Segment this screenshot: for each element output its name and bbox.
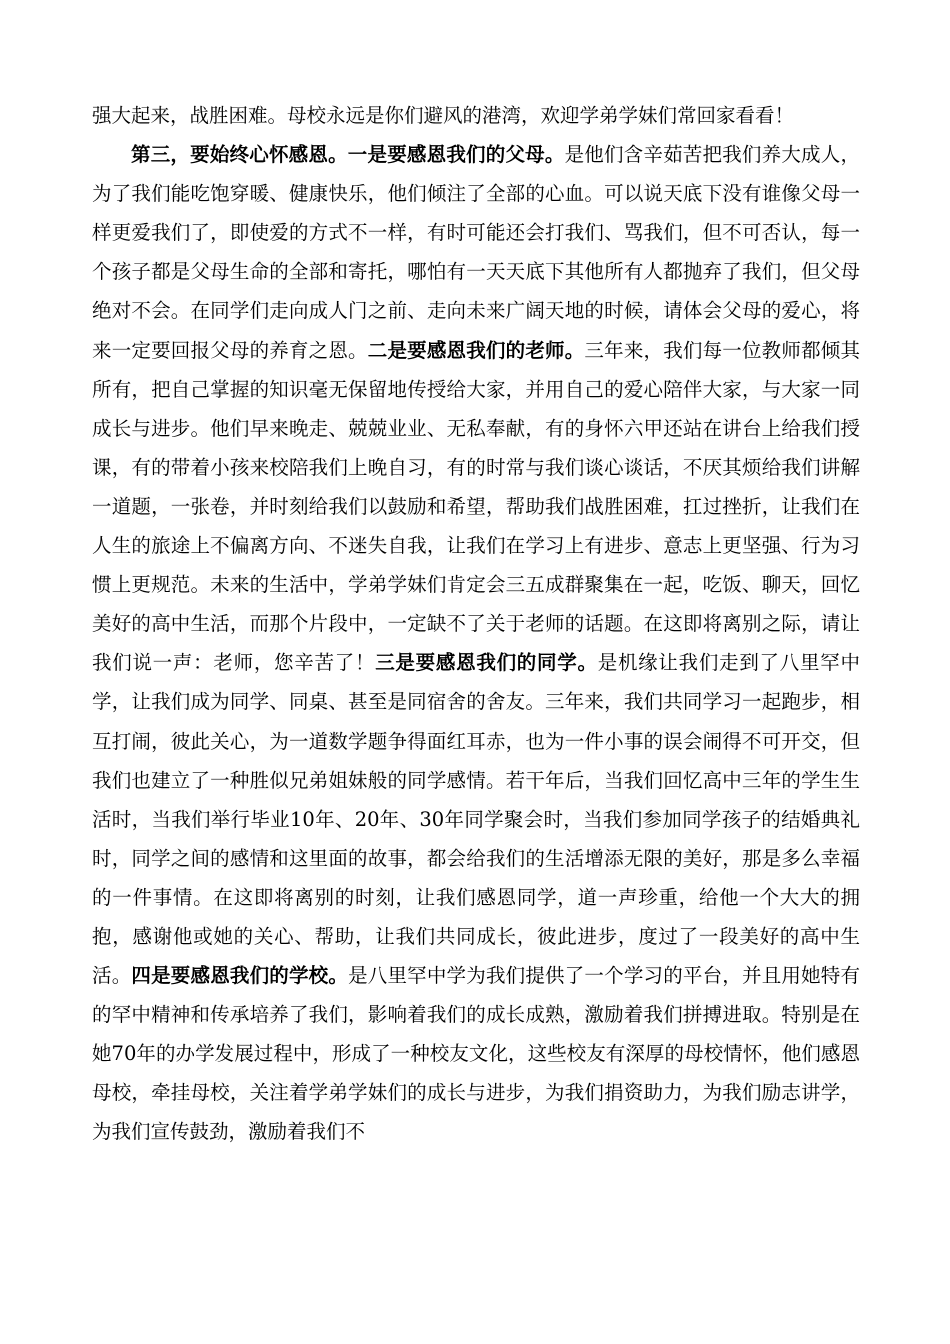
- document-page: [92, 96, 860, 1152]
- section-heading: 第三，要始终心怀感恩。: [131, 143, 348, 167]
- text-segment: 是机缘让我们走到了八里罕中学，让我们成为同学、同桌、甚至是同宿舍的舍友。三年来，我们共同学习一起跑步，相互打闹，彼此关心，为一道数学题争得面红耳赤，也为一件小事的误会闹得不可开交，但我们也建立了一种胜似兄弟姐妹般的同学感情。若干年后，当我们回忆高中三年的学生生活时，当我们举行毕业10年、20年、30年同学聚会时，当我们参加同学孩子的结婚典礼时，同学之间的感情和这里面的故事，都会给我们的生活增添无限的美好，那是多么幸福的一件事情。在这即将离别的时刻，让我们感恩同学，道一声珍重，给他一个大大的拥抱，感谢他或她的关心、帮助，让我们共同成长，彼此进步，度过了一段美好的高中生活。: [92, 651, 860, 988]
- paragraph-continuation: [92, 96, 860, 135]
- text-segment: 是他们含辛茹苦把我们养大成人，为了我们能吃饱穿暖、健康快乐，他们倾注了全部的心血。可以说天底下没有谁像父母一样更爱我们了，即使爱的方式不一样，有时可能还会打我们、骂我们，但不可否认，每一个孩子都是父母生命的全部和寄托，哪怕有一天天底下其他所有人都抛弃了我们，但父母绝对不会。在同学们走向成人门之前、走向未来广阔天地的时候，请体会父母的爱心，将来一定要回报父母的养育之恩。: [92, 143, 860, 362]
- point-heading-school: 四是要感恩我们的学校。: [131, 964, 349, 988]
- text-segment: 强大起来，战胜困难。母校永远是你们避风的港湾，欢迎学弟学妹们常回家看看！: [92, 104, 795, 127]
- paragraph-gratitude: [92, 135, 860, 1151]
- point-heading-classmates: 三是要感恩我们的同学。: [375, 651, 598, 675]
- point-heading-parents: 一是要感恩我们的父母。: [347, 143, 565, 167]
- text-segment: 三年来，我们每一位教师都倾其所有，把自己掌握的知识毫无保留地传授给大家，并用自己的爱心陪伴大家，与大家一同成长与进步。他们早来晚走、兢兢业业、无私奉献，有的身怀六甲还站在讲台上给我们授课，有的带着小孩来校陪我们上晚自习，有的时常与我们谈心谈话，不厌其烦给我们讲解一道题，一张卷，并时刻给我们以鼓励和希望，帮助我们战胜困难，扛过挫折，让我们在人生的旅途上不偏离方向、不迷失自我，让我们在学习上有进步、意志上更坚强、行为习惯上更规范。未来的生活中，学弟学妹们肯定会三五成群聚集在一起，吃饭、聊天，回忆美好的高中生活，而那个片段中，一定缺不了关于老师的话题。在这即将离别之际，请让我们说一声：老师，您辛苦了！: [92, 338, 860, 675]
- point-heading-teachers: 二是要感恩我们的老师。: [367, 338, 585, 362]
- text-segment: 是八里罕中学为我们提供了一个学习的平台，并且用她特有的罕中精神和传承培养了我们，影响着我们的成长成熟，激励着我们拼搏进取。特别是在她70年的办学发展过程中，形成了一种校友文化，这些校友有深厚的母校情怀，他们感恩母校，牵挂母校，关注着学弟学妹们的成长与进步，为我们捐资助力，为我们励志讲学，为我们宣传鼓劲，激励着我们不: [92, 964, 860, 1144]
